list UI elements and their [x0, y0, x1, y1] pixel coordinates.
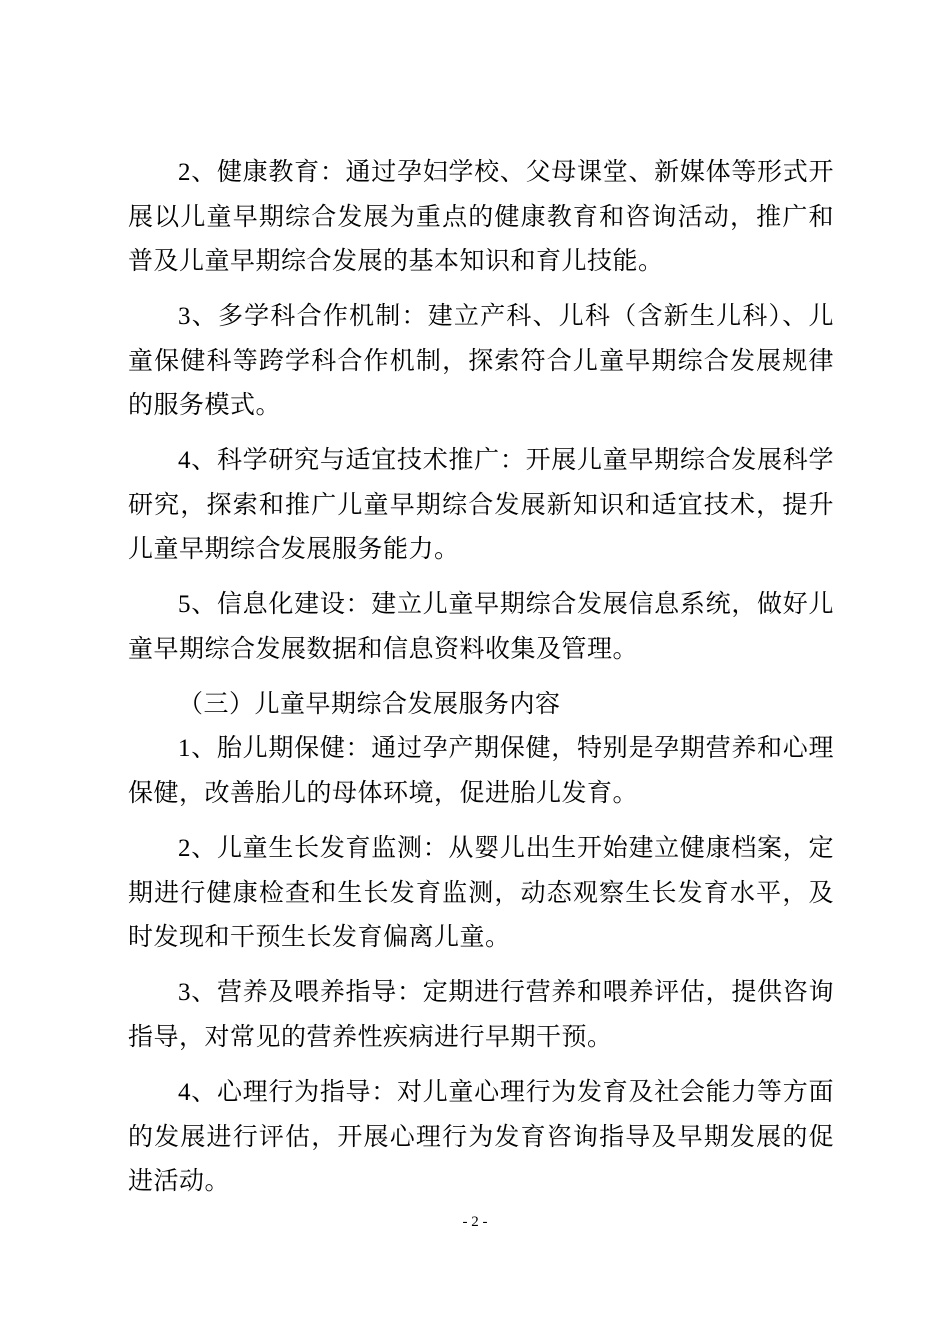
paragraph-nutrition — [128, 970, 834, 1059]
paragraph-fetal-care — [128, 726, 834, 815]
paragraph-text: 、科学研究与适宜技术推广：开展儿童早期综合发展科学研究，探索和推广儿童早期综合发展新知识和适宜技术，提升儿童早期综合发展服务能力。 — [128, 445, 834, 563]
paragraph-informatization — [128, 582, 834, 671]
paragraph-text: 、胎儿期保健：通过孕产期保健，特别是孕期营养和心理保健，改善胎儿的母体环境，促进胎儿发育。 — [128, 733, 834, 807]
paragraph-research — [128, 438, 834, 571]
paragraph-text: 、儿童生长发育监测：从婴儿出生开始建立健康档案，定期进行健康检查和生长发育监测，动态观察生长发育水平，及时发现和干预生长发育偏离儿童。 — [128, 833, 834, 951]
item-number: 4 — [178, 1079, 191, 1106]
paragraph-multidisciplinary — [128, 294, 834, 427]
item-number: 1 — [178, 735, 191, 762]
paragraph-text: 、健康教育：通过孕妇学校、父母课堂、新媒体等形式开展以儿童早期综合发展为重点的健康教育和咨询活动，推广和普及儿童早期综合发展的基本知识和育儿技能。 — [128, 157, 834, 275]
paragraph-psychology — [128, 1070, 834, 1203]
item-number: 3 — [178, 303, 191, 330]
paragraph-text: 、心理行为指导：对儿童心理行为发育及社会能力等方面的发展进行评估，开展心理行为发育咨询指导及早期发展的促进活动。 — [128, 1077, 834, 1195]
item-number: 3 — [178, 979, 191, 1006]
paragraph-text: 、多学科合作机制：建立产科、儿科（含新生儿科）、儿童保健科等跨学科合作机制，探索符合儿童早期综合发展规律的服务模式。 — [128, 301, 834, 419]
item-number: 2 — [178, 835, 191, 862]
paragraph-text: 、营养及喂养指导：定期进行营养和喂养评估，提供咨询指导，对常见的营养性疾病进行早期干预。 — [128, 977, 834, 1051]
paragraph-growth-monitoring — [128, 826, 834, 959]
page-number: - 2 - — [462, 1214, 488, 1230]
item-number: 2 — [178, 159, 191, 186]
section-heading: （三）儿童早期综合发展服务内容 — [178, 689, 561, 718]
paragraph-health-education — [128, 150, 834, 283]
document-body — [128, 150, 834, 1214]
paragraph-text: 、信息化建设：建立儿童早期综合发展信息系统，做好儿童早期综合发展数据和信息资料收集及管理。 — [128, 589, 834, 663]
item-number: 5 — [178, 591, 191, 618]
item-number: 4 — [178, 447, 191, 474]
